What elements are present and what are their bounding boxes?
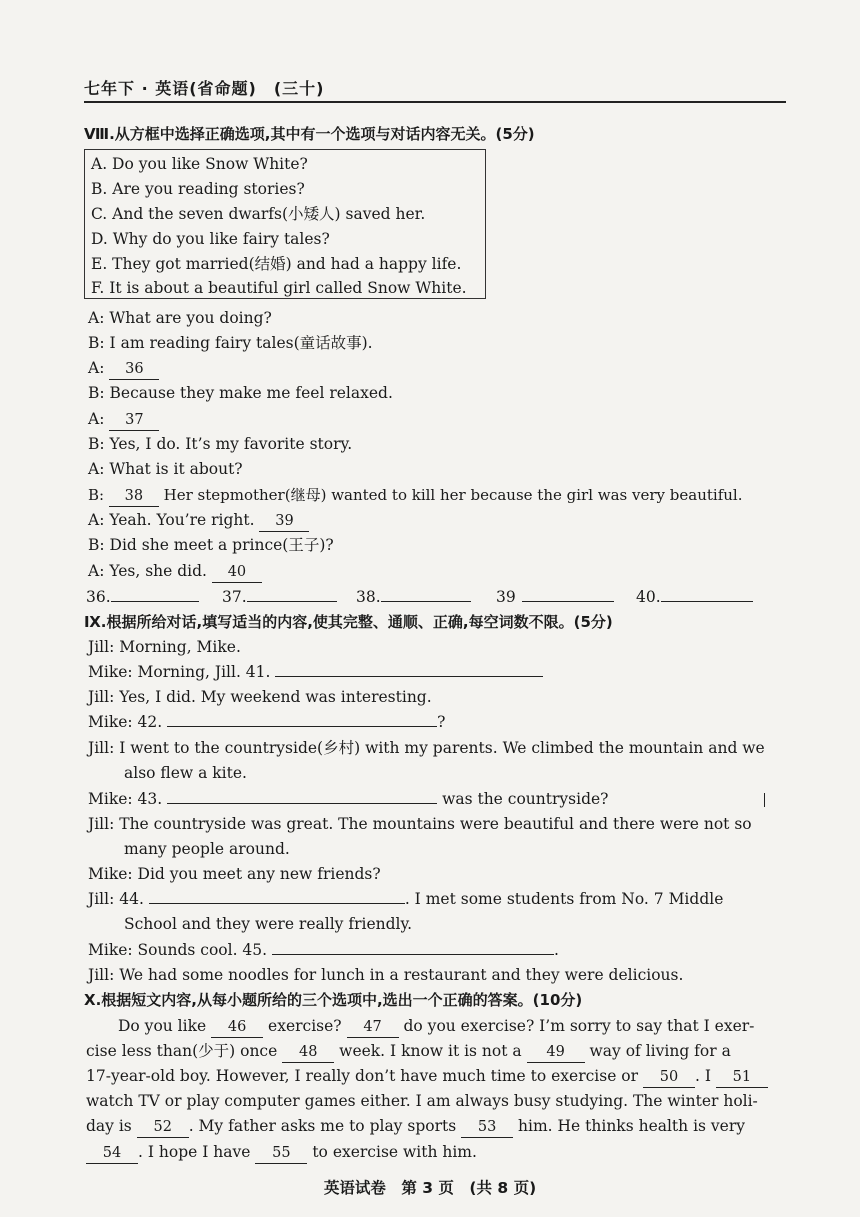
dialogue-line: A: Yeah. You’re right. 39 bbox=[88, 510, 309, 532]
passage-line: Do you like 46 exercise? 47 do you exercise? I’m sorry to say that I exer- bbox=[118, 1016, 754, 1038]
dialogue-line: Mike: 43. was the countryside? bbox=[88, 790, 609, 808]
dialogue-line: A: What is it about? bbox=[88, 460, 243, 478]
option-c: C. And the seven dwarfs(小矮人) saved her. bbox=[91, 205, 426, 223]
pen-mark bbox=[764, 793, 765, 807]
blank-43[interactable] bbox=[167, 803, 437, 804]
answer-36[interactable]: 36. bbox=[86, 587, 199, 607]
option-f: F. It is about a beautiful girl called Snow White. bbox=[91, 279, 467, 297]
dialogue-line: B: Because they make me feel relaxed. bbox=[88, 384, 393, 402]
option-b: B. Are you reading stories? bbox=[91, 180, 305, 198]
option-a: A. Do you like Snow White? bbox=[91, 155, 308, 173]
option-d: D. Why do you like fairy tales? bbox=[91, 230, 330, 248]
dialogue-line: A: 37 bbox=[88, 409, 159, 431]
page-header-title: 七年下 · 英语(省命题) (三十) bbox=[84, 79, 325, 98]
dialogue-line: Jill: We had some noodles for lunch in a restaurant and they were delicious. bbox=[88, 966, 684, 984]
page-footer: 英语试卷 第 3 页 (共 8 页) bbox=[323, 1179, 537, 1197]
dialogue-line: Jill: Yes, I did. My weekend was interesting. bbox=[88, 688, 432, 706]
header-divider bbox=[84, 101, 786, 103]
passage-line: day is 52 . My father asks me to play sports 53 him. He thinks health is very bbox=[86, 1116, 745, 1138]
blank-37: 37 bbox=[109, 410, 159, 431]
blank-45[interactable] bbox=[272, 954, 554, 955]
blank-41[interactable] bbox=[275, 676, 543, 677]
answer-37[interactable]: 37. bbox=[222, 587, 337, 607]
options-box bbox=[84, 149, 486, 299]
blank-36: 36 bbox=[109, 359, 159, 380]
passage-line: watch TV or play computer games either. I am always busy studying. The winter holi- bbox=[86, 1092, 758, 1110]
answer-39[interactable]: 39 bbox=[496, 587, 614, 607]
blank-55: 55 bbox=[255, 1143, 307, 1164]
dialogue-line: B: I am reading fairy tales(童话故事). bbox=[88, 334, 373, 352]
passage-line: cise less than(少于) once 48 week. I know it is not a 49 way of living for a bbox=[86, 1041, 731, 1063]
dialogue-line: A: What are you doing? bbox=[88, 309, 272, 327]
dialogue-line: A: 36 bbox=[88, 358, 159, 380]
blank-49: 49 bbox=[527, 1042, 585, 1063]
dialogue-line: B: Did she meet a prince(王子)? bbox=[88, 536, 334, 554]
dialogue-line: Jill: I went to the countryside(乡村) with my parents. We climbed the mountain and we bbox=[88, 739, 765, 757]
passage-line: 54 . I hope I have 55 to exercise with him. bbox=[86, 1142, 477, 1164]
option-e: E. They got married(结婚) and had a happy life. bbox=[91, 255, 462, 273]
blank-50: 50 bbox=[643, 1067, 695, 1088]
dialogue-line: also flew a kite. bbox=[124, 764, 247, 782]
section-10-heading: Ⅹ.根据短文内容,从每小题所给的三个选项中,选出一个正确的答案。(10分) bbox=[84, 991, 583, 1009]
dialogue-line: Mike: Did you meet any new friends? bbox=[88, 865, 381, 883]
dialogue-line: A: Yes, she did. 40 bbox=[88, 561, 262, 583]
dialogue-line: B: Yes, I do. It’s my favorite story. bbox=[88, 435, 353, 453]
dialogue-line: Jill: The countryside was great. The mountains were beautiful and there were not so bbox=[88, 815, 752, 833]
blank-46: 46 bbox=[211, 1017, 263, 1038]
section-9-heading: Ⅸ.根据所给对话,填写适当的内容,使其完整、通顺、正确,每空词数不限。(5分) bbox=[84, 613, 613, 631]
dialogue-line: Mike: 42. ? bbox=[88, 713, 446, 731]
answer-40[interactable]: 40. bbox=[636, 587, 753, 607]
blank-40: 40 bbox=[212, 562, 262, 583]
passage-line: 17-year-old boy. However, I really don’t have much time to exercise or 50 . I 51 bbox=[86, 1066, 768, 1088]
blank-48: 48 bbox=[282, 1042, 334, 1063]
dialogue-line: many people around. bbox=[124, 840, 290, 858]
blank-51: 51 bbox=[716, 1067, 768, 1088]
blank-47: 47 bbox=[347, 1017, 399, 1038]
section-8-heading: Ⅷ.从方框中选择正确选项,其中有一个选项与对话内容无关。(5分) bbox=[84, 125, 535, 143]
answer-38[interactable]: 38. bbox=[356, 587, 471, 607]
blank-39: 39 bbox=[259, 511, 309, 532]
dialogue-line: School and they were really friendly. bbox=[124, 915, 413, 933]
blank-52: 52 bbox=[137, 1117, 189, 1138]
blank-44[interactable] bbox=[149, 903, 405, 904]
dialogue-line: Jill: 44. . I met some students from No. 7 Middle bbox=[88, 890, 724, 908]
blank-54: 54 bbox=[86, 1143, 138, 1164]
dialogue-line: Jill: Morning, Mike. bbox=[88, 638, 241, 656]
blank-53: 53 bbox=[461, 1117, 513, 1138]
blank-42[interactable] bbox=[167, 726, 437, 727]
dialogue-line: Mike: Sounds cool. 45. . bbox=[88, 941, 559, 959]
dialogue-line: B: 38 Her stepmother(继母) wanted to kill her because the girl was very beautiful. bbox=[88, 485, 742, 507]
dialogue-line: Mike: Morning, Jill. 41. bbox=[88, 662, 543, 682]
blank-38: 38 bbox=[109, 486, 159, 507]
